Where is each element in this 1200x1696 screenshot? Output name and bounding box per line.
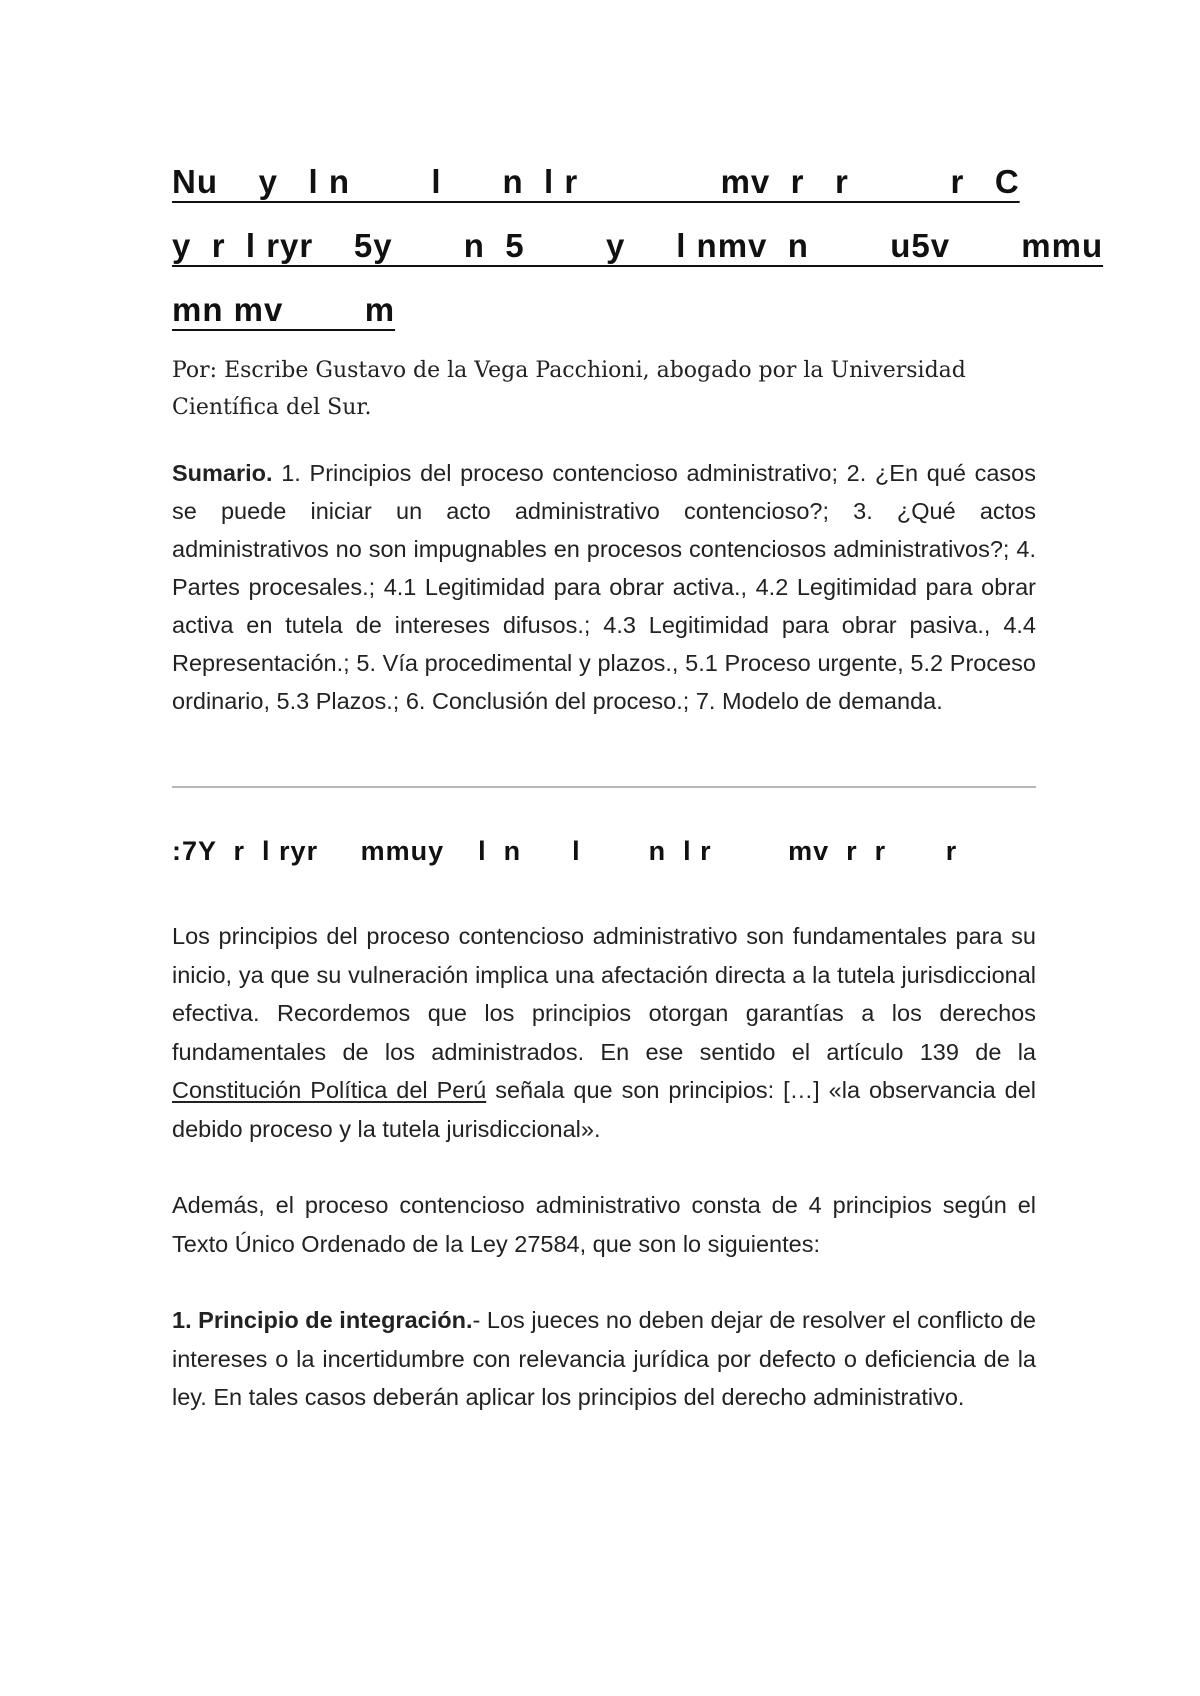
author-byline: Por: Escribe Gustavo de la Vega Pacchioni, abogado por la Universidad Científica del Sur. xyxy=(172,358,966,420)
paragraph-1-text-after-link: señala que son principios: […] «la observancia del debido proceso y la tutela jurisdiccional». xyxy=(172,1077,1037,1142)
summary-paragraph xyxy=(172,454,1036,720)
section-divider xyxy=(172,786,1036,788)
summary-text: 1. Principios del proceso contencioso administrativo; 2. ¿En qué casos se puede iniciar un acto administrativo contencioso?; 3. ¿Qué actos administrativos no son impugnables en procesos contenciosos administrativos?; 4. Partes procesales.; 4.1 Legitimidad para obrar activa., 4.2 Legitimidad para obrar activa en tutela de intereses difusos.; 4.3 Legitimidad para obrar pasiva., 4.4 Representación.; 5. Vía procedimental y plazos., 5.1 Proceso urgente, 5.2 Proceso ordinario, 5.3 Plazos.; 6. Conclusión del proceso.; 7. Modelo de demanda. xyxy=(172,460,1036,714)
document-page xyxy=(172,150,1104,1417)
principle-1-label: 1. Principio de integración. xyxy=(172,1307,473,1333)
title-line-2: y r l ryr 5y n 5 y l nmv n u5v mmu xyxy=(172,227,1104,264)
body-paragraph-2: Además, el proceso contencioso administrativo consta de 4 principios según el Texto Único Ordenado de la Ley 27584, que son lo siguientes: xyxy=(172,1192,1036,1257)
constitution-link[interactable]: Constitución Política del Perú xyxy=(172,1077,487,1103)
body-paragraph-3 xyxy=(172,1301,1036,1417)
paragraph-1-text-before-link: Los principios del proceso contencioso administrativo son fundamentales para su inicio, ya que su vulneración implica una afectación directa a la tutela jurisdiccional efectiva. Recordemos que los principios otorgan garantías a los derechos fundamentales de los administrados. En ese sentido el artículo 139 de la xyxy=(172,923,1036,1065)
summary-label: Sumario. xyxy=(172,460,273,486)
article-title xyxy=(172,150,1104,342)
principle-1-text: - Los jueces no deben dejar de resolver el conflicto de intereses o la incertidumbre con relevancia jurídica por defecto o deficiencia de la ley. En tales casos deberán aplicar los principios del derecho administrativo. xyxy=(172,1307,1036,1410)
section-heading: :7Y r l ryr mmuy l n l n l r mv r r r xyxy=(172,836,958,866)
title-line-1: Nu y l n l n l r mv r r r C xyxy=(172,163,1020,200)
title-line-3: mn mv m xyxy=(172,291,396,328)
body-paragraph-1 xyxy=(172,917,1036,1148)
